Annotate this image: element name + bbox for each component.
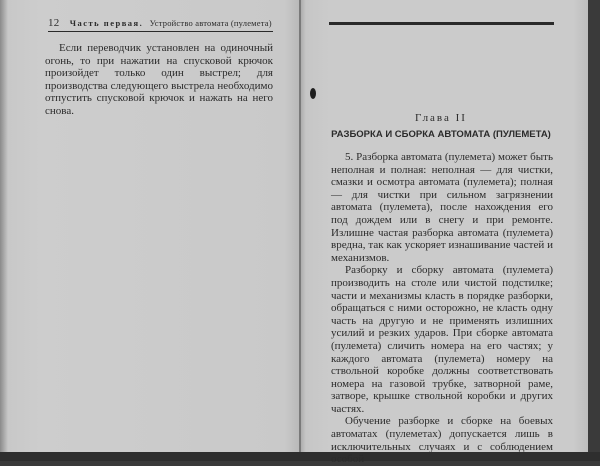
running-head-part: Часть первая. [69,18,144,28]
running-head-title: Устройство автомата (пулемета) [149,18,272,28]
paragraph: Если переводчик установлен на одиночный огонь, то при нажатии на спусковой крючок произойдет только один выстрел; для производства следующего выстрела необходимо отпустить спусковой крючок и нажать на него снова. [45,42,273,117]
left-page-text [45,42,273,118]
paragraph: Разборку и сборку автомата (пулемета) производить на столе или чистой подстилке; части и механизмы класть в порядке разборки, обращаться с ними осторожно, не класть одну часть на другую и не применять излишних усилий и резких ударов. При сборке автомата (пулемета) сличить номера на его частях; у каждого автомата (пулемета) номеру на ствольной коробке должны соответствовать номера на газовой трубке, затворной раме, затворе, крышке ствольной коробки и других частях. [331,264,553,415]
page-number: 12 [48,17,60,29]
chapter-title: РАЗБОРКА И СБОРКА АВТОМАТА (ПУЛЕМЕТА) [331,129,551,140]
paragraph: 5. Разборка автомата (пулемета) может быть неполная и полная: неполная — для чистки, смазки и осмотра автомата (пулемета); полная — для чистки при сильном загрязнении автомата (пулемета), после нахождения его под дождем или в снегу и при ремонте. Излишне частая разборка автомата (пулемета) вредна, так как ускоряет изнашивание частей и механизмов. [331,151,553,264]
ink-speck [310,88,316,99]
right-page-text [331,151,553,466]
book-spine [299,0,301,456]
chapter-label: Глава II [415,112,467,124]
paragraph: Обучение разборке и сборке на боевых автоматах (пулеметах) допускается лишь в исключительных случаях и с соблюдением особой [331,415,553,466]
running-head [48,17,273,32]
header-rule [329,22,554,25]
